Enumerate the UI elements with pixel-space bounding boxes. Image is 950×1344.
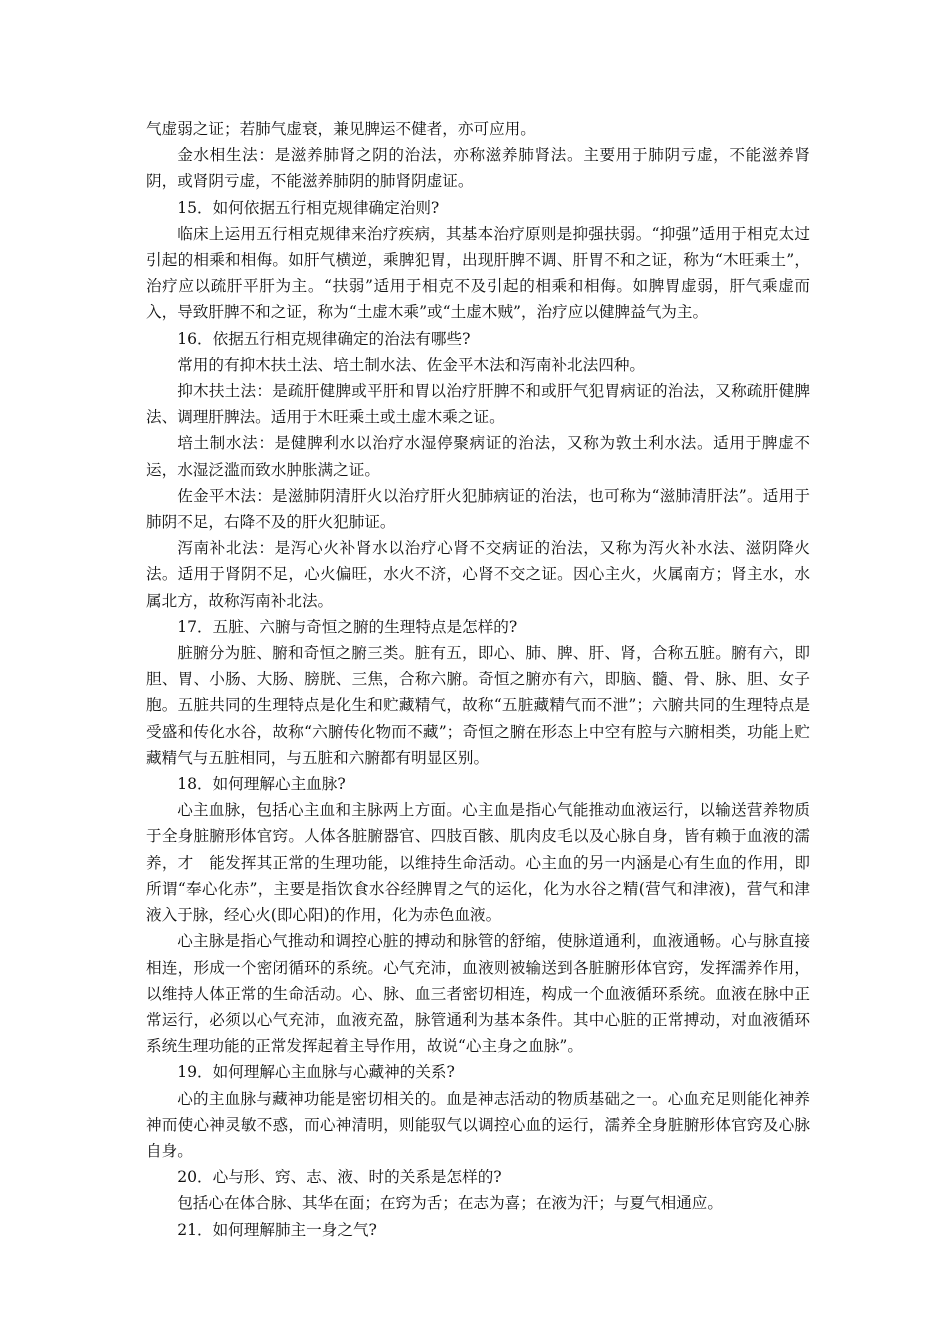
- answer-18-part-2: 心主脉是指心气推动和调控心脏的搏动和脉管的舒缩，使脉道通利，血液通畅。心与脉直接相连，形成一个密闭循环的系统。心气充沛，血液则被输送到各脏腑形体官窍，发挥濡养作用，以维持人体正常的生命活动。心、脉、血三者密切相连，构成一个血液循环系统。血液在脉中正常运行，必须以心气充沛，血液充盈，脉管通利为基本条件。其中心脏的正常搏动，对血液循环系统生理功能的正常发挥起着主导作用，故说“心主身之血脉”。: [146, 932, 810, 1056]
- document-page: [146, 116, 810, 1243]
- question-16: 16．依据五行相克规律确定的治法有哪些?: [177, 329, 471, 348]
- question-20: 20．心与形、窍、志、液、时的关系是怎样的?: [177, 1168, 502, 1187]
- question-15: 15．如何依据五行相克规律确定治则?: [177, 198, 440, 217]
- paragraph-continuation: 气虚弱之证；若肺气虚衰，兼见脾运不健者，亦可应用。: [146, 120, 536, 138]
- answer-16-pei-tu-zhi-shui: 培土制水法：是健脾利水以治疗水湿停聚病证的治法，又称为敦土利水法。适用于脾虚不运，水湿泛滥而致水肿胀满之证。: [146, 434, 810, 479]
- answer-16-zuo-jin-ping-mu: 佐金平木法：是滋肺阴清肝火以治疗肝火犯肺病证的治法，也可称为“滋肺清肝法”。适用于肺阴不足，右降不及的肝火犯肺证。: [146, 486, 810, 532]
- answer-15: 临床上运用五行相克规律来治疗疾病，其基本治疗原则是抑强扶弱。“抑强”适用于相克太过引起的相乘和相侮。如肝气横逆，乘脾犯胃，出现肝脾不调、肝胃不和之证，称为“木旺乘土”，治疗应以疏肝平肝为主。“扶弱”适用于相克不及引起的相乘和相侮。如脾胃虚弱，肝气乘虚而入，导致肝脾不和之证，称为“土虚木乘”或“土虚木贼”，治疗应以健脾益气为主。: [146, 224, 810, 322]
- answer-20: 包括心在体合脉、其华在面；在窍为舌；在志为喜；在液为汗；与夏气相通应。: [177, 1194, 723, 1213]
- question-17: 17．五脏、六腑与奇恒之腑的生理特点是怎样的?: [177, 617, 518, 636]
- question-18: 18．如何理解心主血脉?: [177, 775, 346, 794]
- answer-19: 心的主血脉与藏神功能是密切相关的。血是神志活动的物质基础之一。心血充足则能化神养神而使心神灵敏不惑，而心神清明，则能驭气以调控心血的运行，濡养全身脏腑形体官窍及心脉自身。: [146, 1089, 810, 1160]
- answer-18-part-1: 心主血脉，包括心主血和主脉两上方面。心主血是指心气能推动血液运行，以输送营养物质于全身脏腑形体官窍。人体各脏腑器官、四肢百骸、肌肉皮毛以及心脉自身，皆有赖于血液的濡养，才 能发挥其正常的生理功能，以维持生命活动。心主血的另一内涵是心有生血的作用，即所谓“奉心化赤”，主要是指饮食水谷经脾胃之气的运化，化为水谷之精(营气和津液)，营气和津液入于脉，经心火(即心阳)的作用，化为赤色血液。: [146, 801, 810, 925]
- answer-16-xie-nan-bu-bei: 泻南补北法：是泻心火补肾水以治疗心肾不交病证的治法，又称为泻火补水法、滋阴降火法。适用于肾阴不足，心火偏旺，水火不济，心肾不交之证。因心主火，火属南方；肾主水，水属北方，故称泻南补北法。: [146, 539, 810, 610]
- question-21: 21．如何理解肺主一身之气?: [177, 1220, 377, 1239]
- answer-17: 脏腑分为脏、腑和奇恒之腑三类。脏有五，即心、肺、脾、肝、肾，合称五脏。腑有六，即胆、胃、小肠、大肠、膀胱、三焦，合称六腑。奇恒之腑亦有六，即脑、髓、骨、脉、胆、女子胞。五脏共同的生理特点是化生和贮藏精气，故称“五脏藏精气而不泄”；六腑共同的生理特点是受盛和传化水谷，故称“六腑传化物而不藏”；奇恒之腑在形态上中空有腔与六腑相类，功能上贮藏精气与五脏相同，与五脏和六腑都有明显区别。: [146, 644, 810, 767]
- question-19: 19．如何理解心主血脉与心藏神的关系?: [177, 1063, 455, 1082]
- answer-16-yi-mu-fu-tu: 抑木扶土法：是疏肝健脾或平肝和胃以治疗肝脾不和或肝气犯胃病证的治法，又称疏肝健脾法、调理肝脾法。适用于木旺乘土或土虚木乘之证。: [146, 382, 810, 427]
- paragraph-jin-shui-xiang-sheng: 金水相生法：是滋养肺肾之阴的治法，亦称滋养肺肾法。主要用于肺阴亏虚，不能滋养肾阴，或肾阴亏虚，不能滋养肺阴的肺肾阴虚证。: [146, 146, 810, 191]
- answer-16-intro: 常用的有抑木扶土法、培土制水法、佐金平木法和泻南补北法四种。: [177, 355, 646, 374]
